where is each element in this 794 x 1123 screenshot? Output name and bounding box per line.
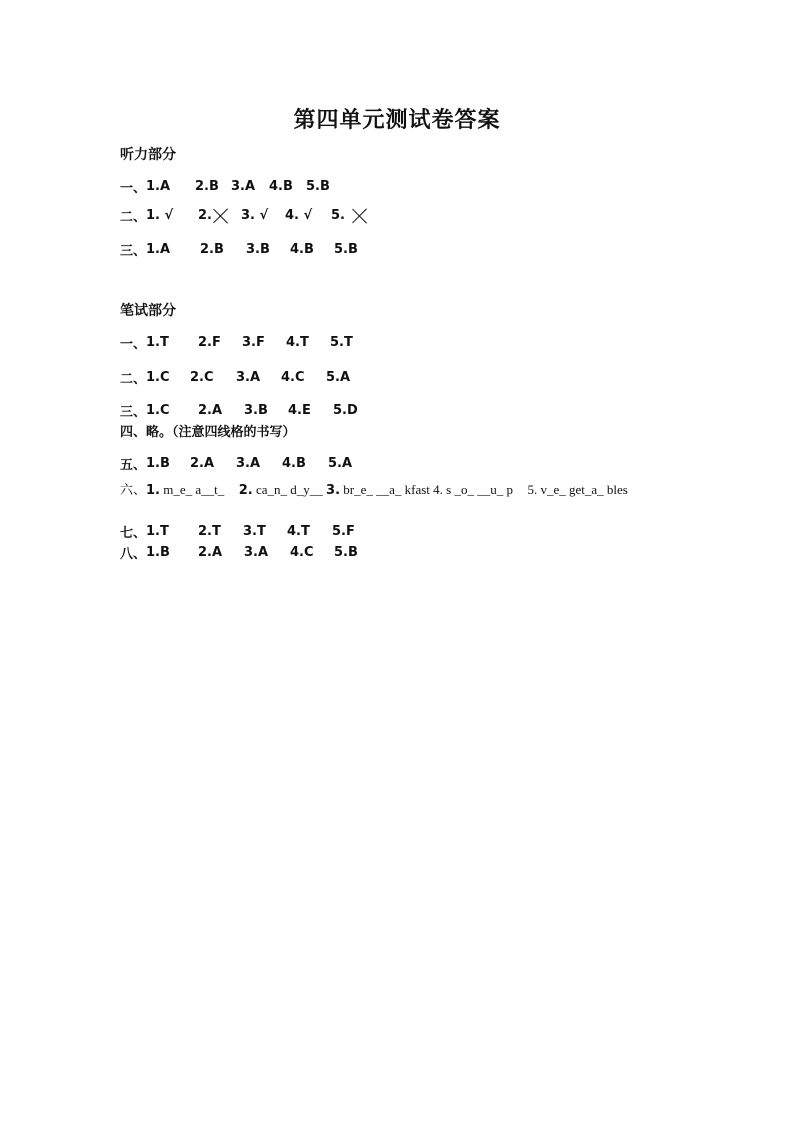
question-label: 一、 [120,337,147,352]
answer: 5.T [330,335,353,350]
question-label: 七、 [120,526,147,541]
answer: 3.A [236,370,261,385]
answer: 1. √ [146,208,174,223]
answer: 3.T [243,524,266,539]
listening-q1-answers [120,177,330,196]
spelling-answer: 4. s _o_ __u_ p [433,482,513,497]
answer: 1.A [146,242,171,257]
answer: 4.B [282,456,306,471]
answer: 1.C [146,370,170,385]
answer: 2.B [195,179,219,194]
answer: 3.B [246,242,270,257]
answer: 2.A [198,403,223,418]
cross-mark-icon [351,207,368,224]
answer: 3.A [244,545,269,560]
answer: 1.B [146,456,170,471]
answer: 2. [198,208,212,223]
answer: 1.A [146,179,171,194]
question-label: 六、 [120,483,147,498]
listening-q3-answers [120,240,358,259]
spelling-answer: br_e_ __a_ kfast [343,482,430,497]
answer: 3.B [244,403,268,418]
answer: 4.B [290,242,314,257]
question-label: 二、 [120,210,147,225]
answer: 2.T [198,524,221,539]
item-number: 2. [238,483,253,498]
answer: 4.E [288,403,311,418]
answer: 1.C [146,403,170,418]
listening-heading: 听力部分 [120,147,176,163]
answer: 5.D [333,403,358,418]
question-label: 一、 [120,181,147,196]
question-label: 三、 [120,244,147,259]
answer: 4.C [281,370,305,385]
answer: 4.T [286,335,309,350]
answer: 3. √ [241,208,269,223]
answer: 1.T [146,335,169,350]
answer: 5.A [326,370,351,385]
answer: 3.A [236,456,261,471]
answer: 1.T [146,524,169,539]
answer: 1.B [146,545,170,560]
answer: 2.F [198,335,221,350]
written-q4-answer [120,421,296,440]
answer: 5.A [328,456,353,471]
item-number: 1. [146,483,160,498]
answer: 5. [331,208,345,223]
cross-mark-icon [212,207,229,224]
answer: 5.B [334,545,358,560]
question-label: 五、 [120,458,147,473]
written-q2-answers [120,368,350,387]
item-number: 3. [326,483,341,498]
answer: 2.B [200,242,224,257]
answer: 2.A [190,456,215,471]
question-label: 三、 [120,405,147,420]
written-q3-answers [120,401,358,420]
written-q8-answers [120,543,358,562]
spelling-answer: 5. v_e_ get_a_ bles [527,482,628,497]
answer: 4.B [269,179,293,194]
spelling-answer: m_e_ a__t_ [163,482,225,497]
spelling-answer: ca_n_ d_y__ [256,482,323,497]
answer-note: 略。（注意四线格的书写） [146,425,296,440]
written-q7-answers [120,522,355,541]
written-q1-answers [120,333,353,352]
answer: 3.F [242,335,265,350]
answer: 4.C [290,545,314,560]
question-label: 二、 [120,372,147,387]
answer: 5.F [332,524,355,539]
listening-q2-answers [120,206,368,225]
page-title: 第四单元测试卷答案 [293,107,501,133]
answer: 3.A [231,179,256,194]
written-q5-answers [120,454,352,473]
question-label: 四、 [120,425,147,440]
answer: 2.C [190,370,214,385]
answer: 5.B [306,179,330,194]
answer: 2.A [198,545,223,560]
answer: 4. √ [285,208,313,223]
question-label: 八、 [120,547,147,562]
answer: 4.T [287,524,310,539]
written-heading: 笔试部分 [120,303,176,319]
answer: 5.B [334,242,358,257]
written-q6-answers [120,480,680,500]
